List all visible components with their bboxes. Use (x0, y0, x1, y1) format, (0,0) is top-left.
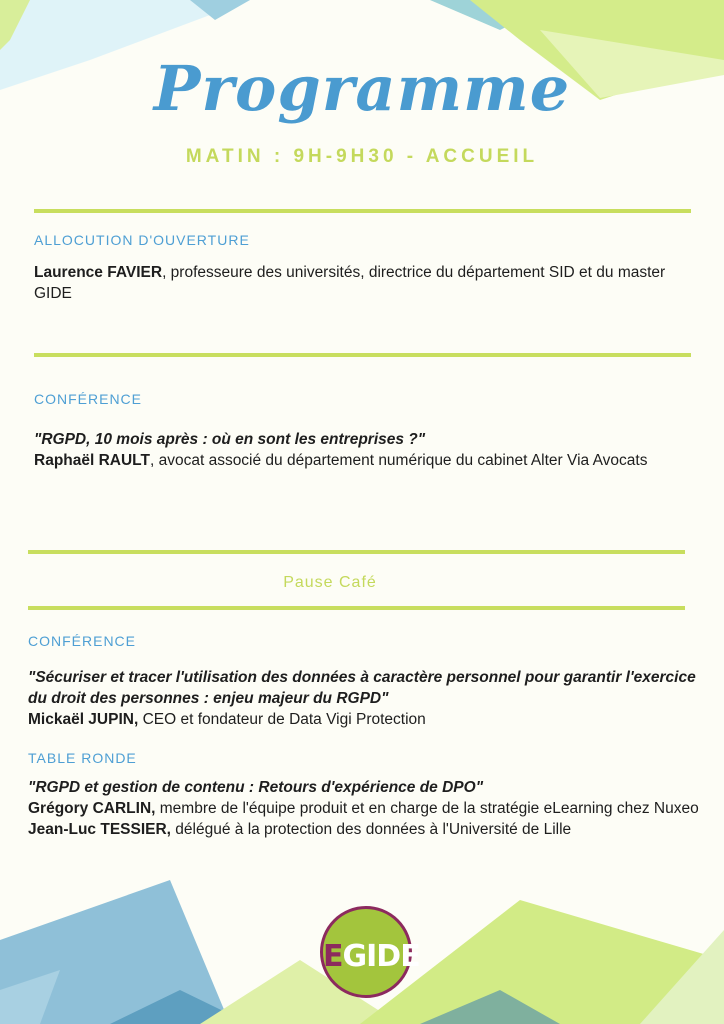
section-body (28, 777, 704, 840)
logo-text: EGIDE (323, 939, 420, 974)
gide-logo (320, 906, 420, 998)
page-subtitle: MATIN : 9H-9H30 - ACCUEIL (185, 146, 539, 167)
speaker-details: CEO et fondateur de Data Vigi Protection (138, 711, 426, 728)
speaker-name: Raphaël RAULT (34, 452, 150, 469)
divider (28, 550, 685, 554)
speaker-details: , avocat associé du département numérique du cabinet Alter Via Avocats (149, 452, 648, 469)
speaker-name: Jean-Luc TESSIER, (28, 821, 171, 838)
section-label: TABLE RONDE (28, 750, 137, 766)
section-label: CONFÉRENCE (28, 633, 137, 649)
section-body (34, 429, 684, 471)
section-body (34, 262, 694, 304)
divider (34, 353, 691, 357)
speaker-details: délégué à la protection des données à l'Université de Lille (170, 821, 572, 838)
divider (28, 606, 685, 610)
talk-title: "RGPD, 10 mois après : où en sont les entreprises ?" (34, 431, 426, 448)
page-title: Programme (153, 52, 571, 125)
talk-title: "Sécuriser et tracer l'utilisation des données à caractère personnel pour garantir l'exercice du droit des personnes : enjeu majeur du RGPD" (28, 669, 696, 707)
speaker-details: , professeure des universités, directrice du département SID et du master GIDE (34, 264, 666, 302)
pause-cafe: Pause Café (283, 574, 377, 591)
talk-title: "RGPD et gestion de contenu : Retours d'expérience de DPO" (28, 779, 484, 796)
divider (34, 209, 691, 213)
section-label: ALLOCUTION D'OUVERTURE (34, 232, 250, 248)
speaker-name: Laurence FAVIER (34, 264, 163, 281)
section-body (28, 667, 704, 730)
speaker-details: membre de l'équipe produit et en charge de la stratégie eLearning chez Nuxeo (155, 800, 699, 817)
speaker-name: Mickaël JUPIN, (28, 711, 139, 728)
speaker-name: Grégory CARLIN, (28, 800, 156, 817)
section-label: CONFÉRENCE (34, 391, 143, 407)
